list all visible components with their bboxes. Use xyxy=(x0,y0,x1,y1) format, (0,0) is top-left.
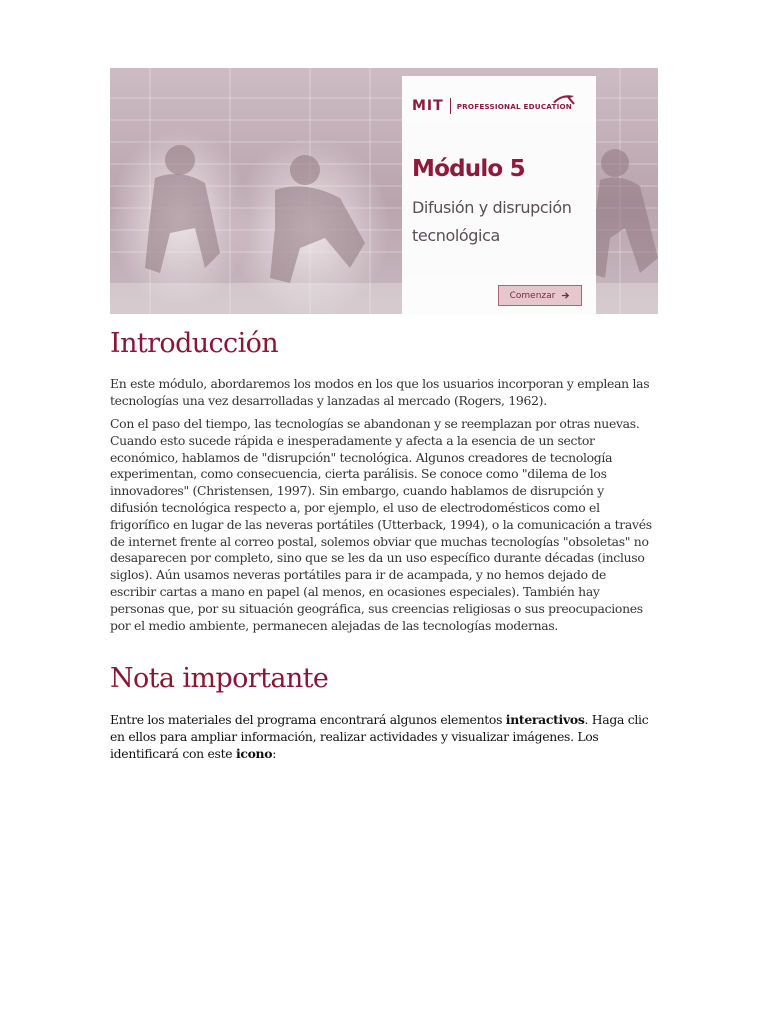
note-bold-interactive: interactivos xyxy=(505,712,585,727)
intro-paragraph-2: Con el paso del tiempo, las tecnologías se abandonan y se reemplazan por otras nuevas. Cuando esto sucede rápida e inesperadamente y afecta a la esencia de un sector económico, hablamos de "disrupción" tecnológica. Algunos creadores de tecnología experimentan, como consecuencia, cierta parálisis. Se conoce como "dilema de los innovadores" (Christensen, 1997). Sin embargo, cuando hablamos de disrupción y difusión tecnológica respecto a, por ejemplo, el uso de electrodomésticos como el frigorífico en lugar de las neveras portátiles (Utterback, 1994), o la comunicación a través de internet frente al correo postal, solemos obviar que muchas tecnologías "obsoletas" no desaparecen por completo, sino que se les da un uso específico durante décadas (incluso siglos). Aún usamos neveras portátiles para ir de acampada, y no hemos dejado de escribir cartas a mano en papel (al menos, en ocasiones especiales). También hay personas que, por su situación geográfica, sus creencias religiosas o sus preocupaciones por el medio ambiente, permanecen alejadas de las tecnologías modernas. xyxy=(110,416,652,633)
intro-paragraph-1: En este módulo, abordaremos los modos en los que los usuarios incorporan y emplean las tecnologías una vez desarrolladas y lanzadas al mercado (Rogers, 1962). xyxy=(110,376,650,408)
note-text-3: : xyxy=(272,745,277,761)
mit-logo xyxy=(412,98,572,114)
note-text-1: Entre los materiales del programa encontrará algunos elementos xyxy=(110,712,506,727)
start-button[interactable] xyxy=(498,285,582,306)
org-name: PROFESSIONAL EDUCATION xyxy=(456,101,573,111)
note-bold-icon: icono xyxy=(235,745,273,761)
note-paragraph xyxy=(110,712,655,762)
module-banner xyxy=(110,68,658,314)
note-heading: Nota importante xyxy=(110,663,329,694)
logo-divider xyxy=(450,98,451,114)
module-subtitle: Difusión y disrupción tecnológica xyxy=(412,198,572,245)
start-button-label: Comenzar xyxy=(509,290,556,301)
brand-name: MIT xyxy=(412,98,444,114)
intro-heading: Introducción xyxy=(110,328,279,359)
module-title: Módulo 5 xyxy=(412,156,525,182)
swoosh-icon xyxy=(552,92,576,106)
module-card xyxy=(402,76,596,314)
note-text-2: . Haga clic en ellos para ampliar información, realizar actividades y visualizar imágenes. Los identificará con este xyxy=(110,712,649,761)
arrow-right-icon xyxy=(561,291,570,300)
